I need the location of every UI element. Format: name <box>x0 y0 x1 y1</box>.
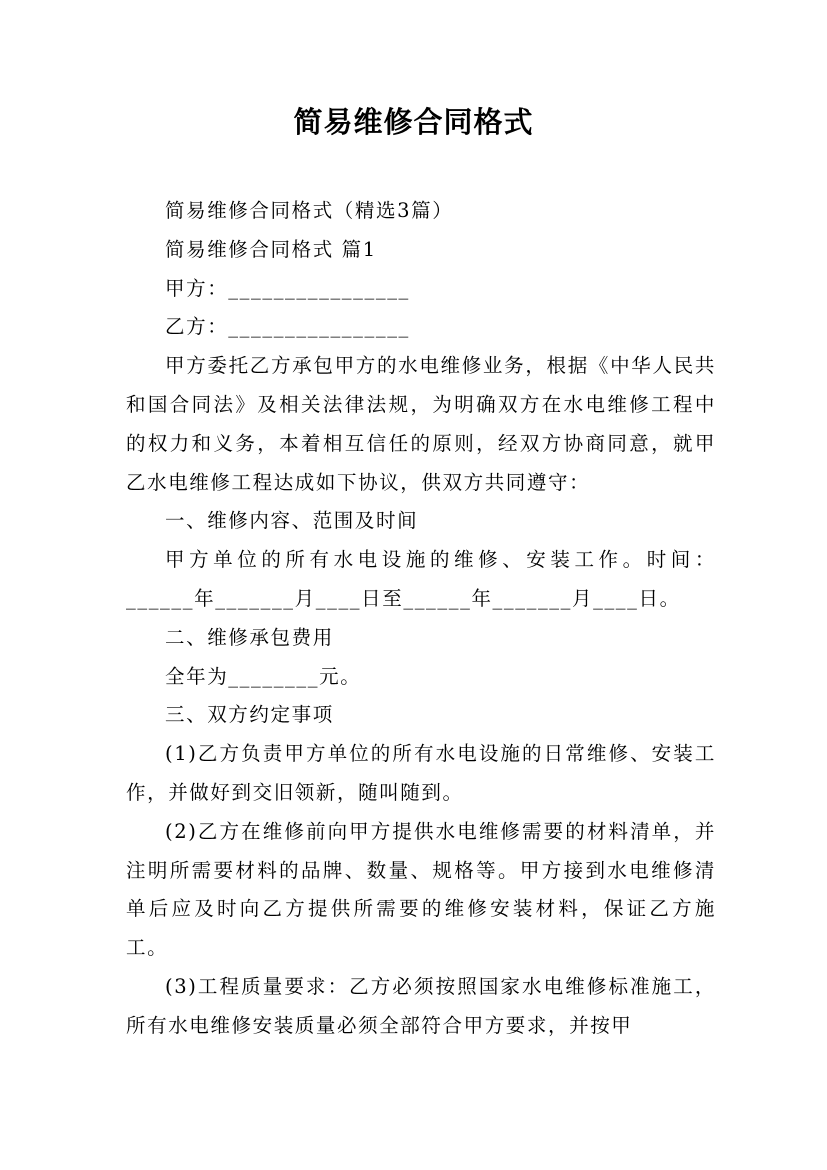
section-heading: 三、双方约定事项 <box>165 703 334 727</box>
party-a-line: 甲方：________________ <box>165 276 410 300</box>
paragraph: 甲方单位的所有水电设施的维修、安装工作。时间：______年_______月____日至______年_______月____日。 <box>126 548 716 610</box>
paragraph: 简易维修合同格式 篇1 <box>165 237 377 261</box>
section-heading: 一、维修内容、范围及时间 <box>165 509 419 533</box>
paragraph: 全年为________元。 <box>165 664 362 688</box>
section-heading: 二、维修承包费用 <box>165 625 334 649</box>
paragraph: (1)乙方负责甲方单位的所有水电设施的日常维修、安装工作，并做好到交旧领新，随叫随到。 <box>126 742 716 804</box>
paragraph: (2)乙方在维修前向甲方提供水电维修需要的材料清单，并注明所需要材料的品牌、数量、规格等。甲方接到水电维修清单后应及时向乙方提供所需要的维修安装材料，保证乙方施工。 <box>126 819 716 960</box>
paragraph: (3)工程质量要求：乙方必须按照国家水电维修标准施工，所有水电维修安装质量必须全部符合甲方要求，并按甲 <box>126 974 716 1037</box>
document-body <box>126 192 716 1046</box>
paragraph: 简易维修合同格式（精选3篇） <box>165 199 454 222</box>
paragraph: 甲方委托乙方承包甲方的水电维修业务，根据《中华人民共和国合同法》及相关法律法规，为明确双方在水电维修工程中的权力和义务，本着相互信任的原则，经双方协商同意，就甲乙水电维修工程达成如下协议，供双方共同遵守： <box>126 354 716 494</box>
document-title: 简易维修合同格式 <box>293 105 534 139</box>
party-b-line: 乙方：________________ <box>165 315 410 339</box>
